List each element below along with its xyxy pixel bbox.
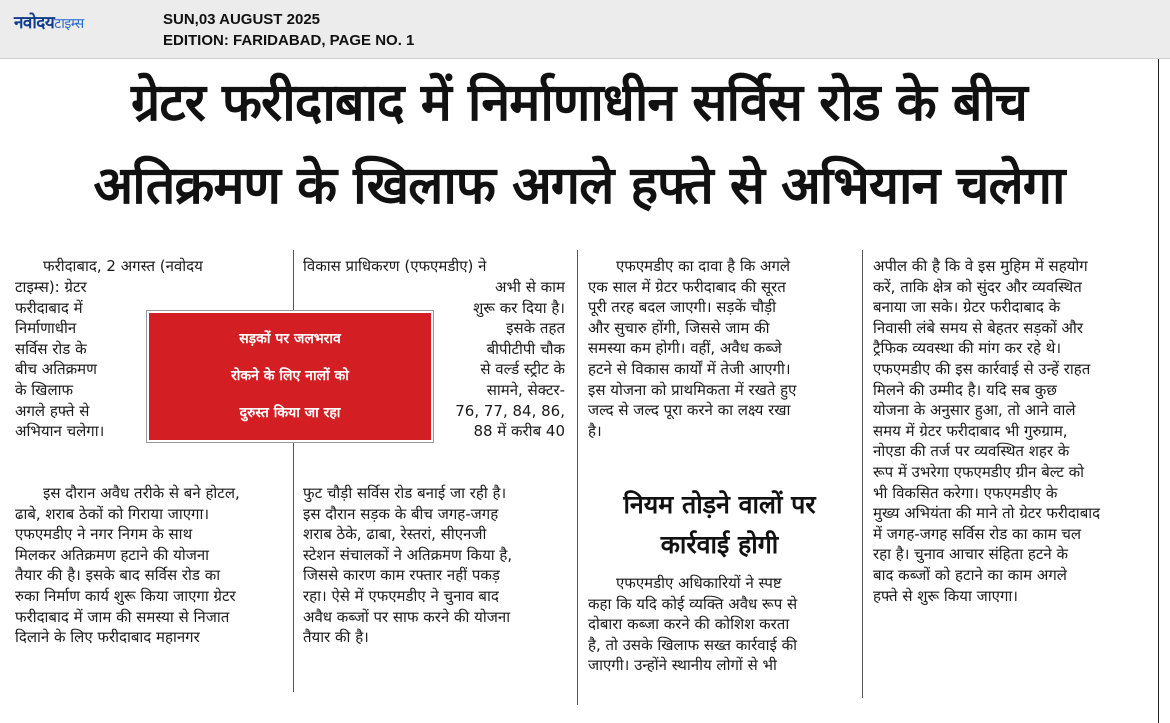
text-line: मुख्य अभियंता की माने तो ग्रेटर फरीदाबाद xyxy=(873,504,1101,523)
text-line: शुरू कर दिया है। xyxy=(473,298,565,317)
text-line: भी विकसित करेगा। एफएमडीए के xyxy=(873,483,1058,502)
text-line: जाएगी। उन्होंने स्थानीय लोगों से भी xyxy=(588,656,777,675)
text-line: हटने से विकास कार्यों में तेजी आएगी। xyxy=(588,359,791,378)
text-line: तैयार की है। xyxy=(303,628,369,647)
text-line: रहा। ऐसे में एफएमडीए ने चुनाव बाद xyxy=(303,586,499,605)
text-line: अवैध कब्जों पर साफ करने की योजना xyxy=(303,607,511,626)
edition-page: EDITION: FARIDABAD, PAGE NO. 1 xyxy=(163,32,415,49)
text-line: एफएमडीए की इस कार्रवाई से उन्हें राहत xyxy=(873,359,1091,378)
text-line: इस दौरान अवैध तरीके से बने होटल, xyxy=(43,484,240,502)
headline-line-1-wrap xyxy=(0,62,1158,145)
text-line: कहा कि यदि कोई व्यक्ति अवैध रूप से xyxy=(588,594,798,613)
text-line: दोबारा कब्जा करने की कोशिश करता xyxy=(588,615,790,634)
text-line: बीपीटीपी चौक xyxy=(486,339,565,358)
text-line: इसके तहत xyxy=(506,319,565,338)
text-line: रहा है। चुनाव आचार संहिता हटने के xyxy=(873,545,1068,564)
headline-line-2-wrap xyxy=(0,145,1158,228)
column-divider xyxy=(577,250,578,705)
header-bar xyxy=(0,0,1170,59)
text-line: निर्माणाधीन xyxy=(15,319,77,338)
text-line: 88 में करीब 40 xyxy=(473,422,565,441)
text-line: से वर्ल्ड स्ट्रीट के xyxy=(480,360,565,379)
text-line: अभी से काम xyxy=(495,278,565,296)
text-line: रूप में उभरेगा एफएमडीए ग्रीन बेल्ट को xyxy=(873,462,1085,481)
column-3-continued xyxy=(588,573,851,676)
text-line: एक साल में ग्रेटर फरीदाबाद की सूरत xyxy=(588,277,786,296)
text-line: सर्विस रोड के xyxy=(15,339,87,358)
text-line: मिलने की उम्मीद है। यदि सब कुछ xyxy=(873,380,1057,399)
column-2-top: विकास प्राधिकरण (एफएमडीए) ने xyxy=(303,257,487,275)
text-line: जल्द से जल्द पूरा करने का लक्ष्य रखा xyxy=(588,401,791,420)
column-1-body xyxy=(15,483,285,648)
text-line: पूरी तरह बदल जाएगी। सड़कें चौड़ी xyxy=(588,298,777,317)
logo-sub-text: टाइम्स xyxy=(54,16,84,32)
text-line: एफएमडीए अधिकारियों ने स्पष्ट xyxy=(616,574,782,592)
text-line: निवासी लंबे समय से बेहतर सड़कों और xyxy=(873,318,1084,337)
subheading-line: कार्रवाई होगी xyxy=(660,530,779,559)
text-line: इस योजना को प्राथमिकता में रखते हुए xyxy=(588,380,797,399)
subheading xyxy=(588,485,851,565)
text-line: ट्रैफिक व्यवस्था की मांग कर रहे थे। xyxy=(873,339,1062,358)
text-line: में जगह-जगह सर्विस रोड का काम चल xyxy=(873,524,1082,543)
text-line: अभियान चलेगा। xyxy=(15,422,105,441)
highlight-line: सड़कों पर जलभराव xyxy=(239,331,341,347)
text-line: ढाबे, शराब ठेकों को गिराया जाएगा। xyxy=(15,504,210,523)
text-line: योजना के अनुसार हुआ, तो आने वाले xyxy=(873,401,1076,420)
headline-line-1: ग्रेटर फरीदाबाद में निर्माणाधीन सर्विस रोड के बीच xyxy=(131,73,1027,133)
subheading-line: नियम तोड़ने वालों पर xyxy=(623,490,816,519)
text-line: समय में ग्रेटर फरीदाबाद भी गुरुग्राम, xyxy=(873,421,1068,440)
text-line: मिलकर अतिक्रमण हटाने की योजना xyxy=(15,545,210,564)
headline-line-2: अतिक्रमण के खिलाफ अगले हफ्ते से अभियान चलेगा xyxy=(93,156,1065,216)
newspaper-logo[interactable] xyxy=(14,10,84,33)
column-divider xyxy=(862,250,863,698)
text-line: रुका निर्माण कार्य शुरू किया जाएगा ग्रेटर xyxy=(15,586,236,605)
text-line: बीच अतिक्रमण xyxy=(15,360,97,379)
text-line: समस्या कम होगी। वहीं, अवैध कब्जे xyxy=(588,339,782,358)
text-line: इस दौरान सड़क के बीच जगह-जगह xyxy=(303,504,499,523)
text-line: है, तो उसके खिलाफ सख्त कार्रवाई की xyxy=(588,635,798,654)
text-line: दिलाने के लिए फरीदाबाद महानगर xyxy=(15,628,200,647)
text-line: बनाया जा सके। ग्रेटर फरीदाबाद के xyxy=(873,298,1061,317)
column-1-dateline: फरीदाबाद, 2 अगस्त (नवोदय xyxy=(43,257,203,275)
text-line: 76, 77, 84, 86, xyxy=(455,401,565,420)
column-2-narrow xyxy=(440,277,565,442)
text-line: एफएमडीए का दावा है कि अगले xyxy=(616,257,791,275)
highlight-box xyxy=(147,311,433,442)
text-line: शराब ठेके, ढाबा, रेस्तरां, सीएनजी xyxy=(303,525,487,544)
highlight-line: दुरुस्त किया जा रहा xyxy=(239,405,341,421)
text-line: तैयार की है। इसके बाद सर्विस रोड का xyxy=(15,566,221,585)
text-line: हफ्ते से शुरू किया जाएगा। xyxy=(873,586,1018,605)
text-line: फरीदाबाद में xyxy=(15,298,83,317)
text-line: है। xyxy=(588,421,602,440)
text-line: और सुचारु होंगी, जिससे जाम की xyxy=(588,318,770,337)
text-line: फरीदाबाद में जाम की समस्या से निजात xyxy=(15,607,230,626)
publication-date: SUN,03 AUGUST 2025 xyxy=(163,11,321,28)
text-line: जिससे कारण काम रफ्तार नहीं पकड़ xyxy=(303,566,500,585)
highlight-line: रोकने के लिए नालों को xyxy=(231,368,349,384)
text-line: के खिलाफ xyxy=(15,380,74,399)
text-line: टाइम्स): ग्रेटर xyxy=(15,278,87,296)
text-line: अगले हफ्ते से xyxy=(15,401,90,420)
column-2-body xyxy=(303,483,565,648)
text-line: अपील की है कि वे इस मुहिम में सहयोग xyxy=(873,257,1088,275)
text-line: स्टेशन संचालकों ने अतिक्रमण किया है, xyxy=(303,545,513,564)
page-edge-line xyxy=(1158,59,1159,723)
text-line: फुट चौड़ी सर्विस रोड बनाई जा रही है। xyxy=(303,484,507,502)
column-1-narrow xyxy=(15,277,130,442)
text-line: करें, ताकि क्षेत्र को सुंदर और व्यवस्थित xyxy=(873,277,1082,296)
text-line: बाद कब्जों को हटाने का काम अगले xyxy=(873,565,1067,584)
column-4-body xyxy=(873,256,1139,606)
text-line: नोएडा की तर्ज पर व्यवस्थित शहर के xyxy=(873,442,1070,461)
edition-info xyxy=(163,9,414,51)
column-3-body xyxy=(588,256,851,441)
text-line: सामने, सेक्टर- xyxy=(486,380,565,399)
text-line: एफएमडीए ने नगर निगम के साथ xyxy=(15,525,193,544)
logo-main-text: नवोदय xyxy=(14,13,55,33)
